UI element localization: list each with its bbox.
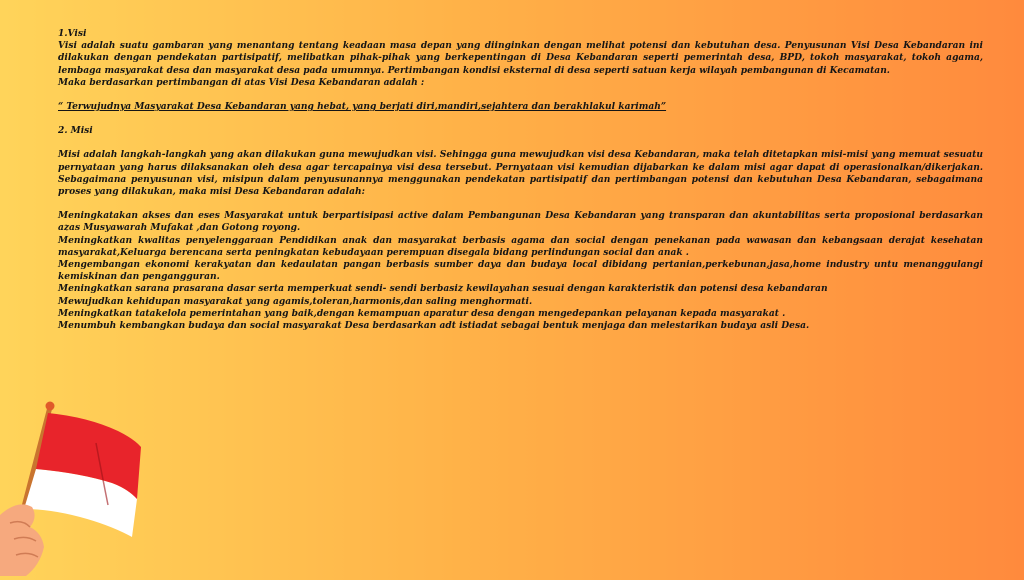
misi-item-7: Menumbuh kembangkan budaya dan social masyarakat Desa berdasarkan adt istiadat sebagai bentuk menjaga dan melestarikan budaya asli Desa. [58, 320, 810, 332]
visi-paragraph: Visi adalah suatu gambaran yang menantang tentang keadaan masa depan yang diinginkan dengan melihat potensi dan kebutuhan desa. Penyusunan Visi Desa Kebandaran ini dilakukan dengan pendekatan partisipatif, melibatkan pihak-pihak yang berkepentingan di Desa Kebandaran seperti pemerintah desa, BPD, tokoh masyarakat, tokoh agama, lembaga masyarakat desa dan masyarakat desa pada umumnya. Pertimbangan kondisi eksternal di desa seperti satuan kerja wilayah pembangunan di Kecamatan. [58, 40, 983, 76]
misi-item-5: Mewujudkan kehidupan masyarakat yang agamis,toleran,harmonis,dan saling menghormati. [58, 295, 533, 307]
flag-pole-top [46, 402, 55, 411]
hand-holding-indonesian-flag-icon [0, 395, 170, 576]
document-body [58, 28, 983, 332]
misi-item-1: Meningkatakan akses dan eses Masyarakat untuk berpartisipasi active dalam Pembangunan Desa Kebandaran yang transparan dan akuntabilitas serta proposional berdasarkan azas Musyawarah Mufakat ,dan Gotong royong. [58, 210, 983, 234]
visi-statement: “ Terwujudnya Masyarakat Desa Kebandaran yang hebat, yang berjati diri,mandiri,sejahtera dan berakhlakul karimah” [58, 101, 667, 113]
misi-heading: 2. Misi [58, 125, 93, 137]
misi-item-3: Mengembangan ekonomi kerakyatan dan kedaulatan pangan berbasis sumber daya dan budaya local dibidang pertanian,perkebunan,jasa,home industry untu menanggulangi kemiskinan dan pengangguran. [58, 259, 983, 283]
spacer [58, 198, 983, 210]
misi-item-4: Meningkatkan sarana prasarana dasar serta memperkuat sendi- sendi berbasiz kewilayahan sesuai dengan karakteristik dan potensi desa kebandaran [58, 283, 828, 295]
visi-lead: Maka berdasarkan pertimbangan di atas Visi Desa Kebandaran adalah : [58, 76, 425, 88]
misi-paragraph: Misi adalah langkah-langkah yang akan dilakukan guna mewujudkan visi. Sehingga guna mewujudkan visi desa Kebandaran, maka telah ditetapkan misi-misi yang memuat sesuatu pernyataan yang harus dilaksanakan oleh desa agar tercapainya visi desa tersebut. Pernyataan visi kemudian dijabarkan ke dalam misi agar dapat di operasionalkan/dikerjakan. Sebagaimana penyusunan visi, misipun dalam penyusunannya menggunakan pendekatan partisipatif dan pertimbangan potensi dan kebutuhan Desa Kebandaran, sebagaimana proses yang dilakukan, maka misi Desa Kebandaran adalah: [58, 149, 983, 198]
spacer [58, 113, 983, 125]
misi-item-6: Meningkatkan tatakelola pemerintahan yang baik,dengan kemampuan aparatur desa dengan mengedepankan pelayanan kepada masyarakat . [58, 307, 786, 319]
spacer [58, 89, 983, 101]
hand [0, 504, 44, 576]
visi-heading: 1.Visi [58, 28, 87, 39]
misi-item-2: Meningkatkan kwalitas penyelenggaraan Pendidikan anak dan masyarakat berbasis agama dan social dengan penekanan pada wawasan dan kebangsaan derajat kesehatan masyarakat,Keluarga berencana serta peningkatan kebudayaan perempuan disegala bidang perlindungan social dan anak . [58, 234, 983, 258]
spacer [58, 137, 983, 149]
